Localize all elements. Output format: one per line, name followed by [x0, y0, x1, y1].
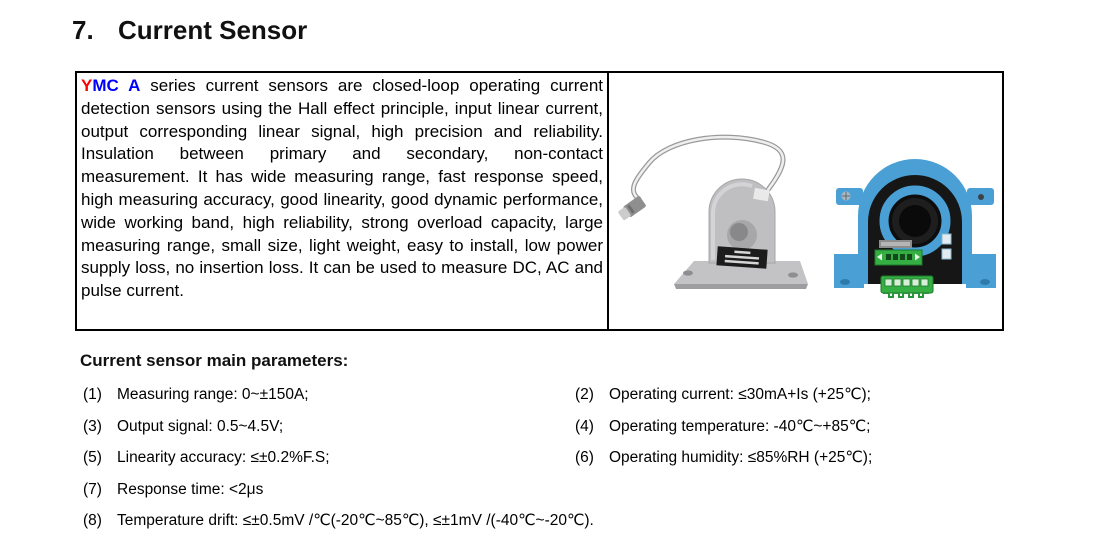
param-text: Response time: <2μs — [117, 480, 264, 498]
param-item-5 — [83, 449, 575, 468]
param-item-8 — [83, 512, 1033, 531]
param-item-7 — [83, 481, 575, 500]
param-item-1 — [83, 386, 575, 405]
product-images-cell — [609, 73, 1002, 329]
description-table — [75, 71, 1004, 331]
param-item-3 — [83, 418, 575, 437]
brand-series-name: MC A — [92, 76, 141, 95]
cylindrical-sensor-with-cable-photo — [612, 131, 817, 303]
section-heading — [72, 15, 307, 46]
parameters-heading: Current sensor main parameters: — [80, 351, 349, 370]
bottom-plug-connector — [881, 276, 933, 297]
terminal-block — [875, 250, 922, 265]
param-text: Operating temperature: -40℃~+85℃; — [609, 417, 871, 435]
split-core-sensor-photo — [831, 136, 999, 298]
param-number: (8) — [83, 512, 102, 529]
param-item-6 — [575, 449, 1033, 468]
description-cell — [77, 73, 609, 329]
section-number: 7. — [72, 15, 94, 45]
param-number: (4) — [575, 417, 594, 435]
description-paragraph — [81, 75, 603, 303]
brand-letter-y: Y — [81, 76, 93, 95]
param-number: (5) — [83, 449, 102, 466]
parameters-list — [83, 386, 1033, 531]
param-number: (1) — [83, 386, 102, 403]
param-number: (2) — [575, 386, 594, 403]
param-item-4 — [575, 418, 1033, 437]
param-number: (7) — [83, 480, 102, 498]
description-text: series current sensors are closed-loop operating current detection sensors using the Hall effect principle, input linear current, output corresponding linear signal, high precision and reliability. Insulation between primary and secondary, non-contact measurement. It has wide measuring range, fast response speed, high measuring accuracy, good linearity, good dynamic performance, wide working band, high reliability, strong overload capacity, large measuring range, small size, light weight, easy to install, low power supply loss, no insertion loss. It can be used to measure DC, AC and pulse current. — [81, 76, 604, 301]
cable-connector — [617, 195, 647, 221]
param-number: (3) — [83, 417, 102, 435]
param-text: Output signal: 0.5~4.5V; — [117, 417, 284, 435]
param-text: Linearity accuracy: ≤±0.2%F.S; — [117, 449, 330, 466]
param-text: Measuring range: 0~±150A; — [117, 386, 309, 403]
param-item-2 — [575, 386, 1033, 405]
param-text: Operating humidity: ≤85%RH (+25℃); — [609, 449, 873, 466]
param-number: (6) — [575, 449, 594, 466]
param-text: Temperature drift: ≤±0.5mV /℃(-20℃~85℃), ≤±1mV /(-40℃~-20℃). — [117, 512, 594, 529]
param-text: Operating current: ≤30mA+Is (+25℃); — [609, 386, 871, 403]
section-title: Current Sensor — [118, 15, 308, 45]
sensor-nameplate-label — [716, 246, 767, 268]
